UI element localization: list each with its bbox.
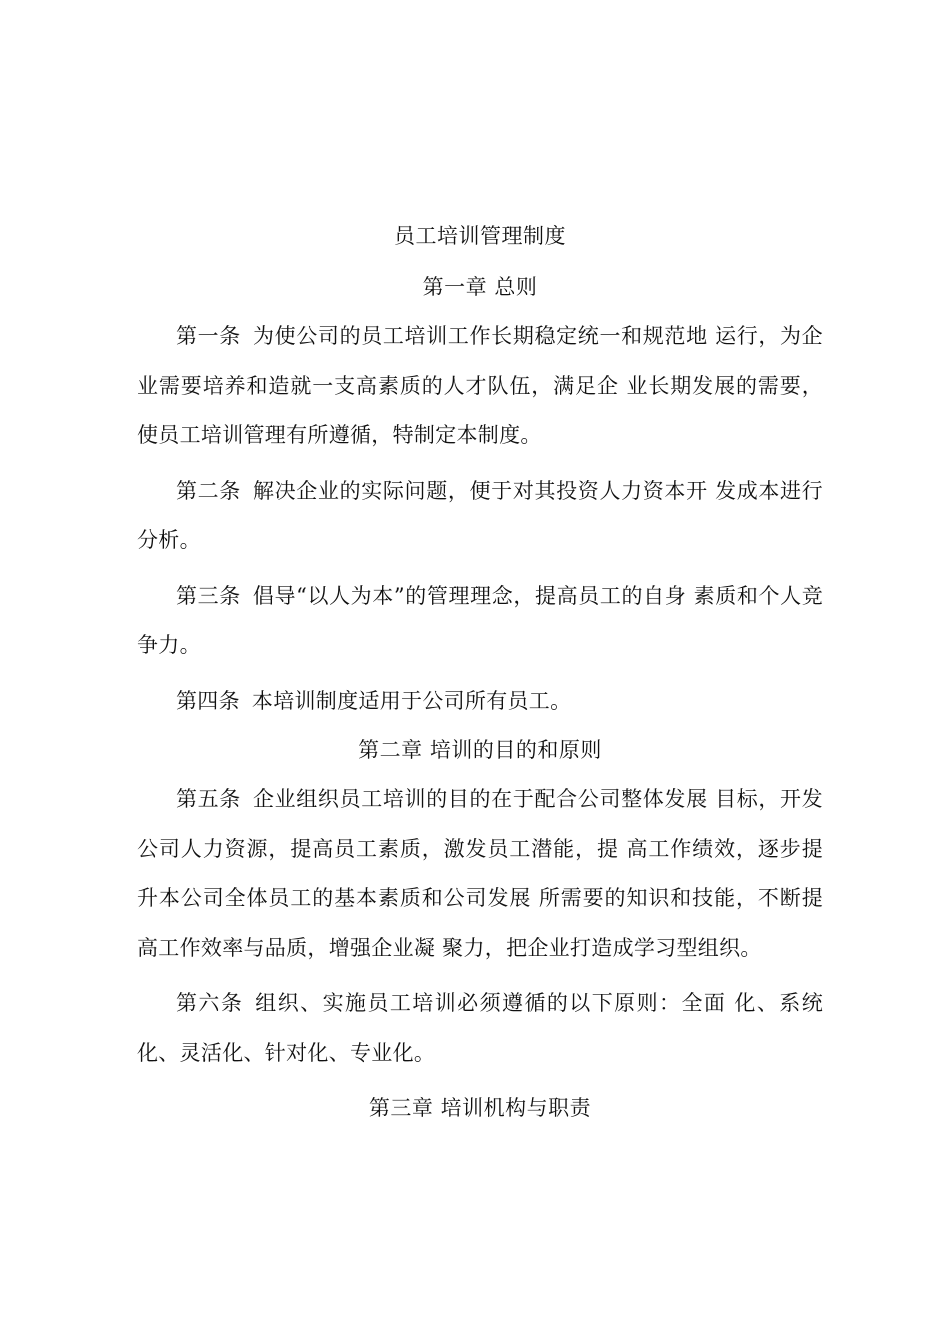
article-number: 第五条 [176, 787, 241, 811]
article-paragraph [137, 677, 823, 727]
article-paragraph [137, 467, 823, 566]
article-text: 为使公司的员工培训工作长期稳定统一和规范地 运行，为企业需要培养和造就一支高素质的人才队伍，满足企 业长期发展的需要，使员工培训管理有所遵循，特制定本制度。 [137, 324, 823, 447]
article-paragraph [137, 572, 823, 671]
article-text: 解决企业的实际问题，便于对其投资人力资本开 发成本进行分析。 [137, 478, 823, 552]
article-number: 第一条 [176, 324, 241, 348]
article-number: 第二条 [176, 478, 241, 503]
article-paragraph [137, 775, 823, 973]
article-text: 本培训制度适用于公司所有员工。 [251, 688, 572, 713]
document-body [137, 212, 823, 1133]
article-number: 第三条 [176, 583, 241, 608]
article-number: 第四条 [176, 688, 240, 713]
article-number: 第六条 [176, 991, 244, 1015]
document-title: 员工培训管理制度 [394, 224, 566, 248]
article-paragraph [137, 979, 823, 1078]
chapter-heading: 第三章 培训机构与职责 [368, 1096, 592, 1120]
chapter-heading: 第一章 总则 [422, 275, 538, 299]
article-text: 企业组织员工培训的目的在于配合公司整体发展 目标，开发公司人力资源，提高员工素质，激发员工潜能，提 高工作绩效，逐步提升本公司全体员工的基本素质和公司发展 所需要的知识和技能，不断提高工作效率与品质，增强企业凝 聚力，把企业打造成学习型组织。 [137, 787, 823, 960]
article-text: 组织、实施员工培训必须遵循的以下原则：全面 化、系统化、灵活化、针对化、专业化。 [137, 991, 823, 1065]
article-text: 倡导“以人为本”的管理理念，提高员工的自身 素质和个人竞争力。 [137, 583, 823, 657]
article-paragraph [137, 312, 823, 461]
chapter-heading: 第二章 培训的目的和原则 [358, 738, 602, 762]
